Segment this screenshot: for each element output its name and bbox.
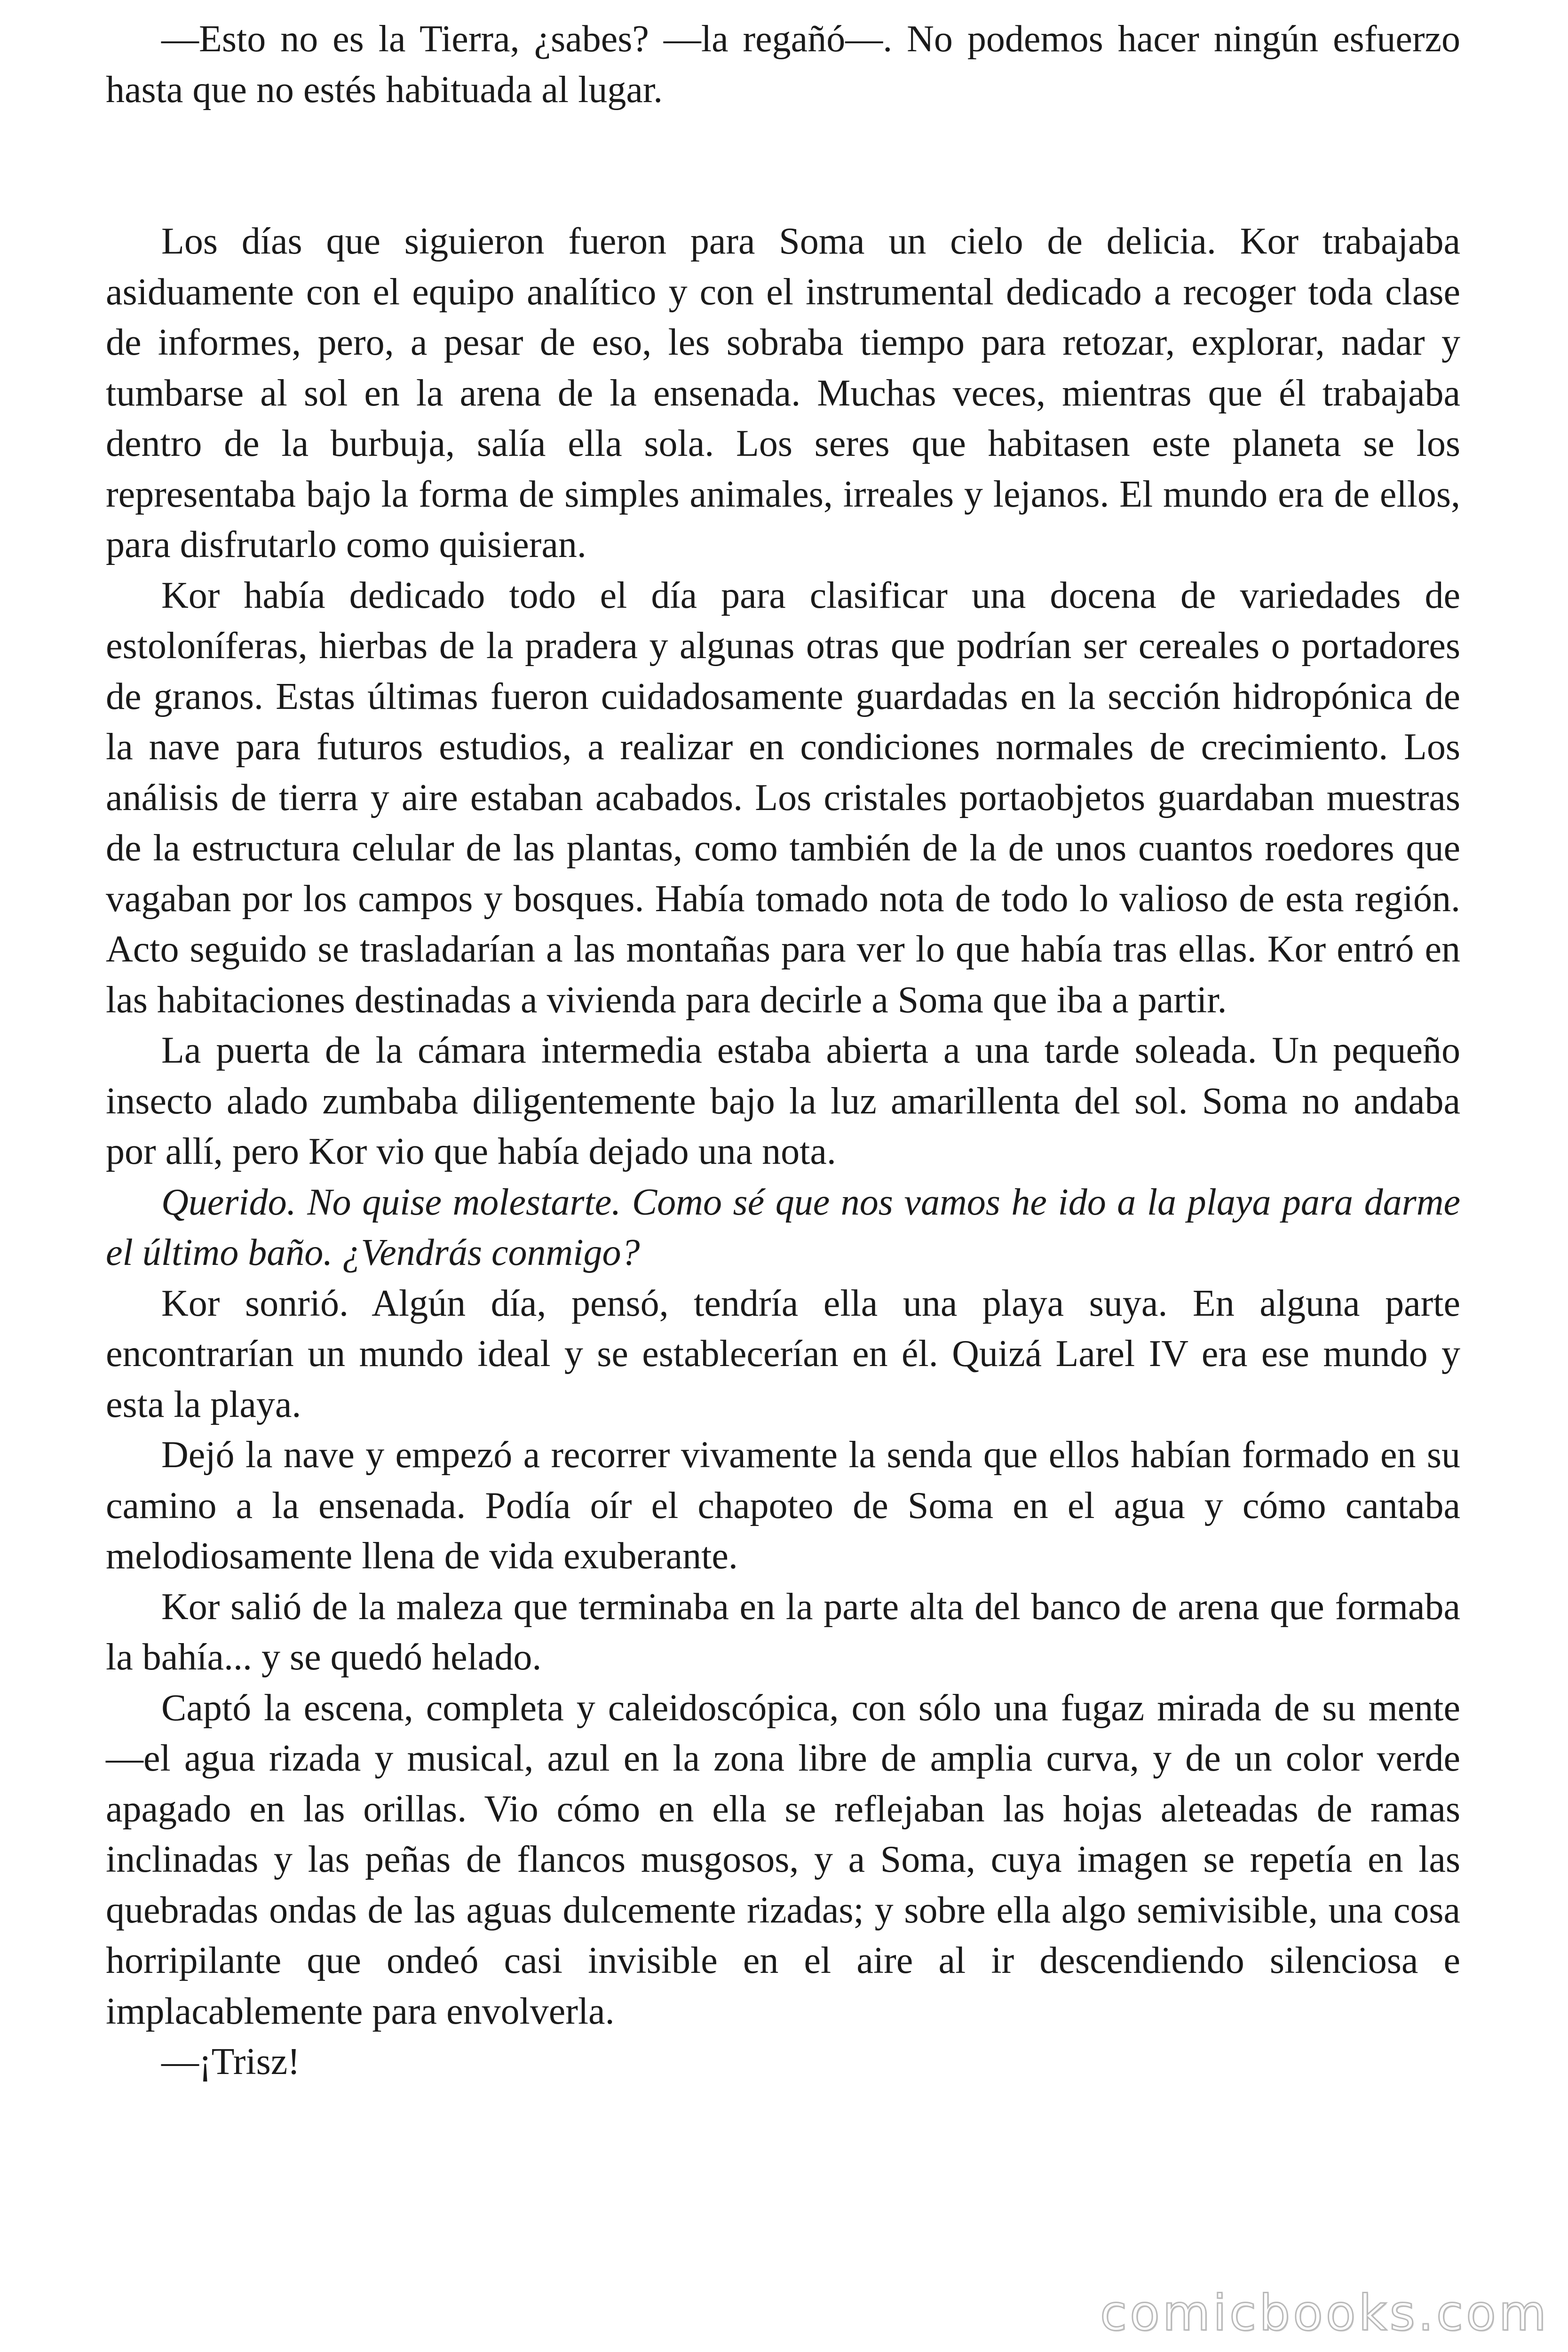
paragraph-kor-salio-de-la-maleza: Kor salió de la maleza que terminaba en la parte alta del banco de arena que formaba la bahía... y se quedó helado. <box>106 1586 1460 1678</box>
paragraph-kor-sonrio: Kor sonrió. Algún día, pensó, tendría ella una playa suya. En alguna parte encontrarían un mundo ideal y se establecerían en él. Quizá Larel IV era ese mundo y esta la playa. <box>106 1282 1460 1425</box>
watermark-comicbooks: comicbooks.com <box>1100 2284 1549 2342</box>
paragraph-capto-la-escena: Captó la escena, completa y caleidoscópica, con sólo una fugaz mirada de su mente —el agua rizada y musical, azul en la zona libre de amplia curva, y de un color verde apagado en las orillas. Vio cómo en ella se reflejaban las hojas aleteadas de ramas inclinadas y las peñas de flancos musgosos, y a Soma, cuya imagen se repetía en las quebradas ondas de las aguas dulcemente rizadas; y sobre ella algo semivisible, una cosa horripilante que ondeó casi invisible en el aire al ir descendiendo silenciosa e implacablemente para envolverla. <box>106 1687 1460 2032</box>
book-page-body <box>106 14 1460 2088</box>
paragraph-dialogue-trisz: —¡Trisz! <box>161 2041 300 2082</box>
paragraph-nota-de-soma: Querido. No quise molestarte. Como sé que nos vamos he ido a la playa para darme el último baño. ¿Vendrás conmigo? <box>106 1181 1460 1273</box>
paragraph-kor-habia-dedicado: Kor había dedicado todo el día para clasificar una docena de variedades de estoloníferas, hierbas de la pradera y algunas otras que podrían ser cereales o portadores de granos. Estas últimas fueron cuidadosamente guardadas en la sección hidropónica de la nave para futuros estudios, a realizar en condiciones normales de crecimiento. Los análisis de tierra y aire estaban acabados. Los cristales portaobjetos guardaban muestras de la estructura celular de las plantas, como también de la de unos cuantos roedores que vagaban por los campos y bosques. Había tomado nota de todo lo valioso de esta región. Acto seguido se trasladarían a las montañas para ver lo que había tras ellas. Kor entró en las habitaciones destinadas a vivienda para decirle a Soma que iba a partir. <box>106 574 1460 1021</box>
paragraph-dialogue-esto-no-es-la-tierra: —Esto no es la Tierra, ¿sabes? —la regañó—. No podemos hacer ningún esfuerzo hasta que no estés habituada al lugar. <box>106 18 1460 111</box>
paragraph-la-puerta-de-la-camara: La puerta de la cámara intermedia estaba abierta a una tarde soleada. Un pequeño insecto alado zumbaba diligentemente bajo la luz amarillenta del sol. Soma no andaba por allí, pero Kor vio que había dejado una nota. <box>106 1030 1460 1172</box>
paragraph-dejo-la-nave: Dejó la nave y empezó a recorrer vivamente la senda que ellos habían formado en su camino a la ensenada. Podía oír el chapoteo de Soma en el agua y cómo cantaba melodiosamente llena de vida exuberante. <box>106 1434 1460 1577</box>
paragraph-los-dias-que-siguieron: Los días que siguieron fueron para Soma un cielo de delicia. Kor trabajaba asiduamente con el equipo analítico y con el instrumental dedicado a recoger toda clase de informes, pero, a pesar de eso, les sobraba tiempo para retozar, explorar, nadar y tumbarse al sol en la arena de la ensenada. Muchas veces, mientras que él trabajaba dentro de la burbuja, salía ella sola. Los seres que habitasen este planeta se los representaba bajo la forma de simples animales, irreales y lejanos. El mundo era de ellos, para disfrutarlo como quisieran. <box>106 221 1460 565</box>
